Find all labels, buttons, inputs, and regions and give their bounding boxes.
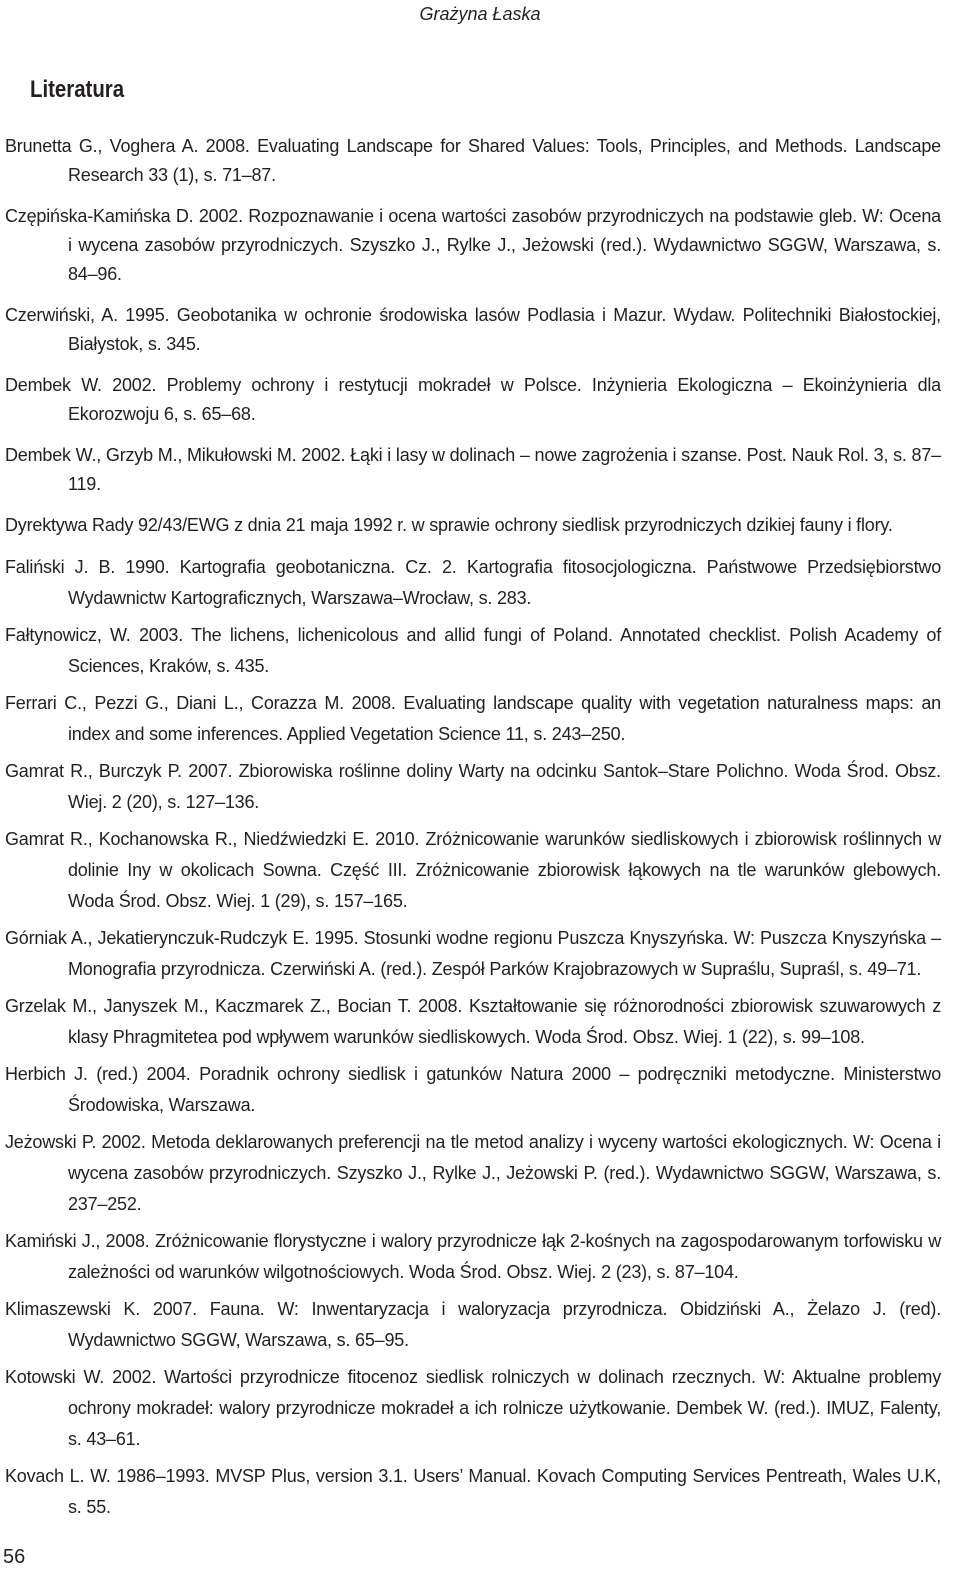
- reference-item: Dembek W. 2002. Problemy ochrony i restytucji mokradeł w Polsce. Inżynieria Ekologiczna – Ekoinżynieria dla Ekorozwoju 6, s. 65–68.: [5, 375, 941, 424]
- reference-item: Kamiński J., 2008. Zróżnicowanie florystyczne i walory przyrodnicze łąk 2-kośnych na zagospodarowanym torfowisku w zależności od warunków wilgotnościowych. Woda Środ. Obsz. Wiej. 2 (23), s. 87–104.: [5, 1231, 941, 1282]
- page-number: 56: [3, 1546, 26, 1568]
- reference-item: Kovach L. W. 1986–1993. MVSP Plus, version 3.1. Users’ Manual. Kovach Computing Services Pentreath, Wales U.K, s. 55.: [5, 1466, 941, 1517]
- reference-item: Dyrektywa Rady 92/43/EWG z dnia 21 maja 1992 r. w sprawie ochrony siedlisk przyrodniczych dzikiej fauny i flory.: [5, 515, 893, 535]
- reference-item: Brunetta G., Voghera A. 2008. Evaluating Landscape for Shared Values: Tools, Principles, and Methods. Landscape Research 33 (1), s. 71–87.: [5, 136, 941, 185]
- reference-item: Klimaszewski K. 2007. Fauna. W: Inwentaryzacja i waloryzacja przyrodnicza. Obidziński A., Żelazo J. (red). Wydawnictwo SGGW, Warszawa, s. 65–95.: [5, 1299, 941, 1350]
- reference-item: Kotowski W. 2002. Wartości przyrodnicze fitocenoz siedlisk rolniczych w dolinach rzecznych. W: Aktualne problemy ochrony mokradeł: walory przyrodnicze mokradeł a ich rolnicze użytkowanie. Dembek W. (red.). IMUZ, Falenty, s. 43–61.: [5, 1367, 941, 1449]
- reference-item: Czępińska-Kamińska D. 2002. Rozpoznawanie i ocena wartości zasobów przyrodniczych na podstawie gleb. W: Ocena i wycena zasobów przyrodniczych. Szyszko J., Rylke J., Jeżowski (red.). Wydawnictwo SGGW, Warszawa, s. 84–96.: [5, 206, 941, 284]
- reference-item: Herbich J. (red.) 2004. Poradnik ochrony siedlisk i gatunków Natura 2000 – podręczniki metodyczne. Ministerstwo Środowiska, Warszawa.: [5, 1064, 941, 1115]
- reference-item: Gamrat R., Burczyk P. 2007. Zbiorowiska roślinne doliny Warty na odcinku Santok–Stare Polichno. Woda Środ. Obsz. Wiej. 2 (20), s. 127–136.: [5, 761, 941, 812]
- running-head: Grażyna Łaska: [419, 4, 541, 24]
- reference-item: Fałtynowicz, W. 2003. The lichens, lichenicolous and allid fungi of Poland. Annotated checklist. Polish Academy of Sciences, Kraków, s. 435.: [5, 625, 941, 676]
- reference-item: Górniak A., Jekatierynczuk-Rudczyk E. 1995. Stosunki wodne regionu Puszcza Knyszyńska. W: Puszcza Knyszyńska – Monografia przyrodnicza. Czerwiński A. (red.). Zespół Parków Krajobrazowych w Supraślu, Supraśl, s. 49–71.: [5, 928, 941, 979]
- reference-item: Gamrat R., Kochanowska R., Niedźwiedzki E. 2010. Zróżnicowanie warunków siedliskowych i zbiorowisk roślinnych w dolinie Iny w okolicach Sowna. Część III. Zróżnicowanie zbiorowisk łąkowych na tle warunków glebowych. Woda Środ. Obsz. Wiej. 1 (29), s. 157–165.: [5, 829, 941, 911]
- reference-item: Faliński J. B. 1990. Kartografia geobotaniczna. Cz. 2. Kartografia fitosocjologiczna. Państwowe Przedsiębiorstwo Wydawnictw Kartograficznych, Warszawa–Wrocław, s. 283.: [5, 557, 941, 608]
- section-title: Literatura: [30, 76, 125, 103]
- reference-item: Grzelak M., Janyszek M., Kaczmarek Z., Bocian T. 2008. Kształtowanie się różnorodności zbiorowisk szuwarowych z klasy Phragmitetea pod wpływem warunków siedliskowych. Woda Środ. Obsz. Wiej. 1 (22), s. 99–108.: [5, 996, 941, 1047]
- reference-item: Ferrari C., Pezzi G., Diani L., Corazza M. 2008. Evaluating landscape quality with vegetation naturalness maps: an index and some inferences. Applied Vegetation Science 11, s. 243–250.: [5, 693, 941, 744]
- reference-item: Jeżowski P. 2002. Metoda deklarowanych preferencji na tle metod analizy i wyceny wartości ekologicznych. W: Ocena i wycena zasobów przyrodniczych. Szyszko J., Rylke J., Jeżowski P. (red.). Wydawnictwo SGGW, Warszawa, s. 237–252.: [5, 1132, 941, 1214]
- reference-item: Dembek W., Grzyb M., Mikułowski M. 2002. Łąki i lasy w dolinach – nowe zagrożenia i szanse. Post. Nauk Rol. 3, s. 87–119.: [5, 445, 941, 494]
- reference-item: Czerwiński, A. 1995. Geobotanika w ochronie środowiska lasów Podlasia i Mazur. Wydaw. Politechniki Białostockiej, Białystok, s. 345.: [5, 305, 941, 354]
- reference-list: [5, 132, 941, 1529]
